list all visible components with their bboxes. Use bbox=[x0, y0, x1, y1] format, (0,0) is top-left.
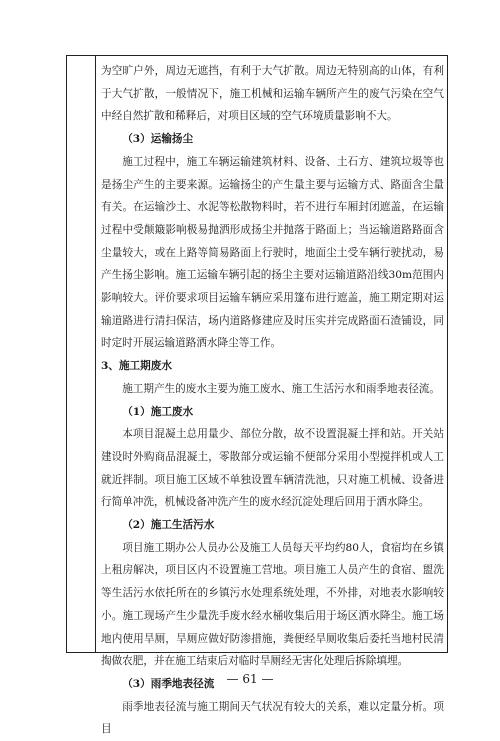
heading-construction-water: （1）施工废水 bbox=[122, 405, 194, 418]
heading-surface-runoff: （3）雨季地表径流 bbox=[122, 677, 215, 690]
paragraph-air-diffusion: 为空旷户外，周边无遮挡，有利于大气扩散。周边无特别高的山体，有利于大气扩散，一般情况下，施工机械和运输车辆所产生的废气污染在空气中经自然扩散和稀释后，对项目区域的空气环境质量影响不大。 bbox=[101, 65, 444, 123]
heading-construction-wastewater: 3、施工期废水 bbox=[101, 360, 172, 373]
table-column-divider bbox=[95, 56, 96, 652]
document-body bbox=[101, 60, 444, 741]
page-number: — 61 — bbox=[226, 672, 274, 686]
paragraph-surface-runoff: 雨季地表径流与施工期间天气状况有较大的关系，难以定量分析。项目 bbox=[101, 700, 444, 736]
paragraph-construction-water: 本项目混凝土总用量少、部位分散，故不设置混凝土拌和站。开关站建设时外购商品混凝土，零散部分或运输不便部分采用小型搅拌机或人工就近拌制。项目施工区域不单独设置车辆清洗池，只对施工机械、设备进行简单冲洗，机械设备冲洗产生的废水经沉淀处理后回用于洒水降尘。 bbox=[101, 428, 444, 509]
paragraph-domestic-sewage: 项目施工期办公人员办公及施工人员每天平均约80人，食宿均在乡镇上租房解决，项目区内不设置施工营地。项目施工人员产生的食宿、盥洗等生活污水依托所在的乡镇污水处理系统处理，不外排，对地表水影响较小。施工现场产生少量洗手废水经水桶收集后用于场区洒水降尘。施工场地内使用旱厕，旱厕应做好防渗措施，粪便经旱厕收集后委托当地村民清掏做农肥，并在施工结束后对临时旱厕经无害化处理后拆除填埋。 bbox=[101, 541, 444, 668]
heading-transport-dust: （3）运输扬尘 bbox=[122, 133, 194, 146]
paragraph-wastewater-overview: 施工期产生的废水主要为施工废水、施工生活污水和雨季地表径流。 bbox=[122, 382, 440, 395]
heading-domestic-sewage: （2）施工生活污水 bbox=[122, 519, 215, 532]
paragraph-transport-dust: 施工过程中，施工车辆运输建筑材料、设备、土石方、建筑垃圾等也是扬尘产生的主要来源。运输扬尘的产生量主要与运输方式、路面含尘量有关。在运输沙土、水泥等松散物料时，若不进行车厢封闭遮盖，在运输过程中受颠簸影响极易抛洒形成扬尘并抛落于路面上；当运输道路路面含尘量较大，或在上路等简易路面上行驶时，地面尘土受车辆行驶扰动，易产生扬尘影响。施工运输车辆引起的扬尘主要对运输道路沿线30m范围内影响较大。评价要求项目运输车辆应采用篷布进行遮盖，施工期定期对运输道路进行清扫保洁，场内道路修建应及时压实并完成路面石渣铺设，同时定时开展运输道路洒水降尘等工作。 bbox=[101, 155, 444, 350]
